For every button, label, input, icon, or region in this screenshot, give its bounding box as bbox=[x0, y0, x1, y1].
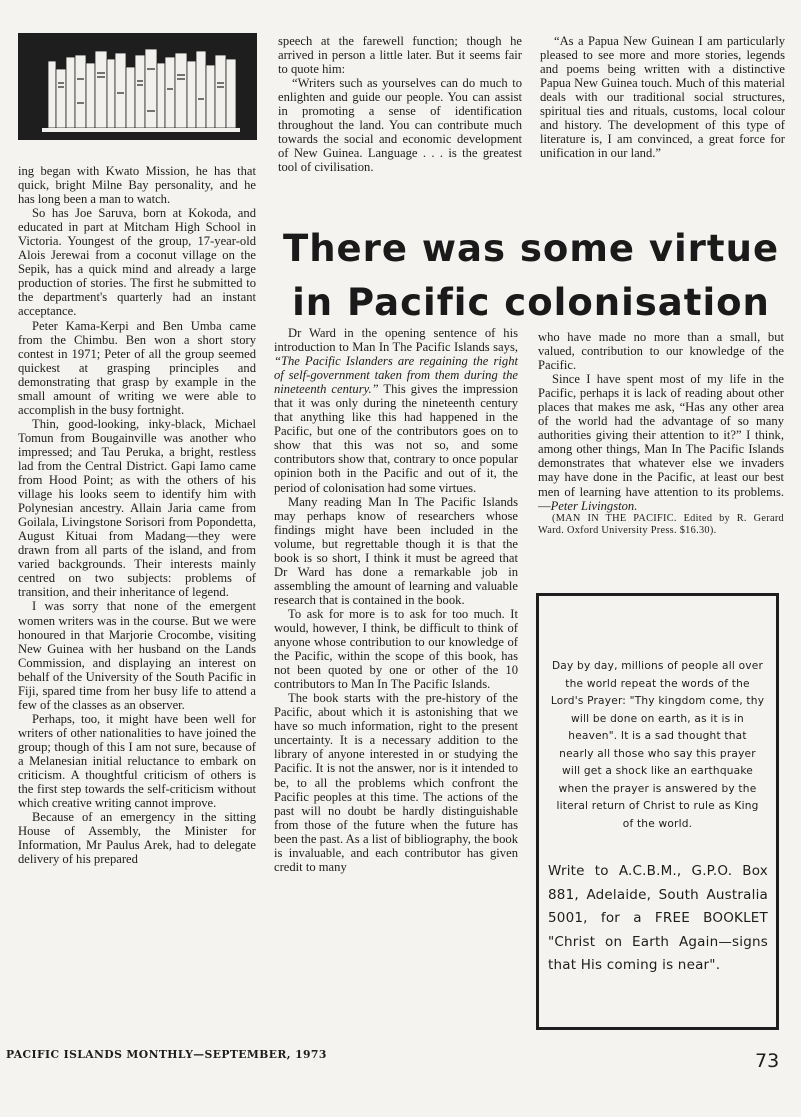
paragraph-text: Dr Ward in the opening sentence of his introduction to Man In The Pacific Islands says, bbox=[274, 326, 518, 355]
paragraph-text: Since I have spent most of my life in the Pacific, perhaps it is lack of reading about other places that makes me ask, “Has any other area of the world had the advantage of so many authorities giving their attention to it?” I think, among other things, Man In The Pacific Islands demonstrates that whatever else we invaders may have done in the Pacific, at least our best men of learning have attention to its problems.— bbox=[538, 372, 784, 513]
book-credit: (MAN IN THE PACIFIC. Edited by R. Gerard Ward. Oxford University Press. $16.30). bbox=[538, 512, 784, 536]
author-signature: Peter Livingston. bbox=[550, 498, 638, 513]
paragraph: Because of an emergency in the sitting House of Assembly, the Minister for Information, Mr Paulus Arek, had to delegate delivery of his prepared bbox=[18, 810, 256, 867]
paragraph: speech at the farewell function; though he arrived in person a little later. But it seems fair to quote him: bbox=[278, 34, 522, 77]
review-headline: There was some virtue in Pacific colonisation bbox=[282, 227, 780, 324]
article-column-1 bbox=[18, 164, 256, 866]
paragraph bbox=[538, 372, 784, 512]
ad-call-to-action: Write to A.C.B.M., G.P.O. Box 881, Adelaide, South Australia 5001, for a FREE BOOKLET "Christ on Earth Again—signs that His coming is near". bbox=[548, 863, 768, 973]
paragraph-text: This gives the impression that it was only during the nineteenth century that anything like this had happened in the Pacific, but one of the contributors goes on to show that this was not so, and some contributors show that, contrary to once popular opinion both in the Pacific and out of it, the period of colonisation had some virtues. bbox=[274, 382, 519, 495]
page-number: 73 bbox=[755, 1050, 780, 1072]
paragraph bbox=[274, 326, 518, 495]
paragraph: “As a Papua New Guinean I am particularly pleased to see more and more stories, legends and poems being written with a distinctive Papua New Guinea touch. Much of this material deals with our traditional social structures, spiritual ties and rituals, customs, local colour and history. The development of this type of literature is, I am convinced, a great force for unification in our land.” bbox=[540, 34, 785, 161]
paragraph: The book starts with the pre-history of the Pacific, about which it is astonishing that we have so much information, right to the present uncertainty. It is a necessary addition to the library of anyone interested in or studying the Pacific. It is not the answer, nor is it intended to be, to all the problems which confront the Pacific peoples at this time. The actions of the past will no doubt be hardly distinguishable from those of the future when the future has been the past. As a list of bibliography, the book is invaluable, and each contributor has given credit to many bbox=[274, 691, 518, 874]
review-column-2 bbox=[538, 330, 784, 537]
paragraph: Perhaps, too, it might have been well for writers of other nationalities to have joined the group; though of this I am not sure, because of a Melanesian initial reluctance to embark on criticism. A thoughtful criticism of others is the first step towards the self-criticism without which creative writing cannot improve. bbox=[18, 711, 256, 811]
review-column-1 bbox=[274, 326, 518, 874]
paragraph: So has Joe Saruva, born at Kokoda, and educated in part at Mitcham High School in Victoria. Youngest of the group, 17-year-old Alois Jerewai from a coconut village on the Sepik, has a quick mind and already a large production of stories. The first he submitted to the department's quarterly had an instant acceptance. bbox=[18, 206, 256, 319]
paragraph: Thin, good-looking, inky-black, Michael Tomun from Bougainville was another who impressed; and Tau Peruka, a bright, restless lad from the Central District. Gapi Iamo came from Hood Point; as with the others of his village his looks seem to identify him with Polynesian ancestry. Allain Jaria came from Goilala, Livingstone Sorisori from Popondetta, August Kituai from Madang—they were drawn from all parts of the island, and from varied backgrounds. Their interests mainly centred on two subjects: problems of transition, and their inheritance of legend. bbox=[18, 416, 256, 600]
paragraph: Peter Kama-Kerpi and Ben Umba came from the Chimbu. Ben won a short story contest in 1971; Peter of all the group seemed quickest at grasping principles and demonstrating that grasp by example in the small amount of writing we were able to accomplish in the busy fortnight. bbox=[18, 318, 256, 417]
paragraph: ing began with Kwato Mission, he has that quick, bright Milne Bay personality, and he has long been a man to watch. bbox=[18, 164, 256, 207]
advertisement-box bbox=[536, 593, 779, 1030]
bookshelf-illustration bbox=[18, 33, 257, 140]
article-column-2 bbox=[278, 34, 522, 174]
quotation: “The Pacific Islanders are regaining the right of self-government taken from them during the nineteenth century.” bbox=[274, 354, 518, 397]
paragraph: who have made no more than a small, but valued, contribution to our knowledge of the Pacific. bbox=[538, 330, 784, 373]
ad-quote: Day by day, millions of people all over the world repeat the words of the Lord's Prayer: "Thy kingdom come, thy will be done on earth, as it is in heaven". It is a sad thought that nearly all those who say this prayer will get a shock like an earthquake when the prayer is answered by the literal return of Christ to rule as King of the world. bbox=[550, 660, 765, 830]
article-column-3 bbox=[540, 34, 785, 160]
paragraph: “Writers such as yourselves can do much to enlighten and guide our people. You can assist in promoting a sense of identification throughout the land. You can contribute much towards the social and economic development of New Guinea. Language . . . is the greatest tool of civilisation. bbox=[278, 76, 522, 175]
paragraph: To ask for more is to ask for too much. It would, however, I think, be difficult to think of anyone whose contribution to our knowledge of the Pacific, within the scope of this book, has not been quoted by one or other of the 10 contributors to Man In The Pacific Islands. bbox=[274, 606, 518, 692]
paragraph: I was sorry that none of the emergent women writers was in the course. But we were honoured in that Marjorie Crocombe, visiting New Guinea with her husband on the Lands Commission, and displaying an interest on behalf of the University of the South Pacific in Fiji, spared time from her busy life to attend a few of the classes as an observer. bbox=[18, 599, 256, 712]
publication-footer: PACIFIC ISLANDS MONTHLY—SEPTEMBER, 1973 bbox=[6, 1048, 327, 1061]
paragraph: Many reading Man In The Pacific Islands may perhaps know of researchers whose findings might have been included in the volume, but regrettable though it is that the book is so short, I think it must be agreed that Dr Ward has done a remarkable job in assembling the amount of learning and valuable research that is contained in the book. bbox=[274, 494, 518, 607]
